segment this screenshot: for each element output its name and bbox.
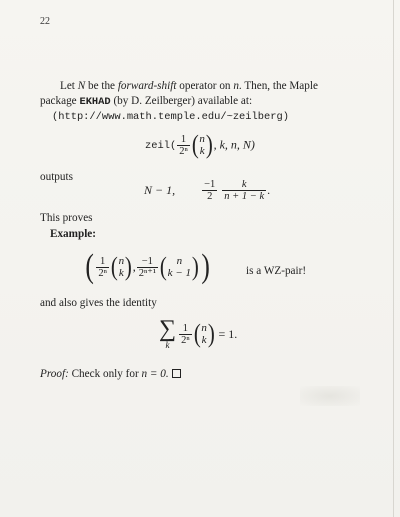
output-first: N − 1, <box>144 183 176 197</box>
intro-line-2 <box>40 94 252 110</box>
proof-label: Proof: <box>40 368 69 380</box>
fraction-1 <box>202 179 217 202</box>
numerator: −1 <box>137 256 158 268</box>
denominator: n + 1 − k <box>224 191 265 202</box>
right-paren: ) <box>205 130 213 159</box>
url-text: (http://www.math.temple.edu/~zeilberg) <box>52 111 289 123</box>
left-paren: ( <box>193 319 201 348</box>
denominator: 2ⁿ⁺¹ <box>138 267 156 279</box>
left-paren: ( <box>110 252 118 281</box>
fraction <box>179 323 192 346</box>
output-formula <box>144 179 270 202</box>
identity-rhs: = 1. <box>218 326 238 341</box>
wz-pair-note: is a WZ-pair! <box>246 265 307 277</box>
zeil-func: zeil( <box>145 139 177 152</box>
var-N: N <box>77 80 86 92</box>
binomial-1 <box>110 254 133 280</box>
right-paren: ) <box>191 252 199 281</box>
fraction-2 <box>137 256 158 279</box>
identity-formula <box>159 318 237 350</box>
denominator: 2ⁿ <box>179 145 188 157</box>
qed-box-icon <box>172 369 181 378</box>
var-n: n <box>233 80 239 92</box>
example-heading: Example: <box>50 228 96 240</box>
outputs-label: outputs <box>40 171 73 183</box>
big-right-paren: ) <box>201 248 210 285</box>
proves-label: This proves <box>40 212 93 224</box>
binomial-2 <box>159 254 200 280</box>
package-name: EKHAD <box>79 96 111 108</box>
binom-top: n <box>201 322 207 334</box>
text: operator on <box>176 80 234 92</box>
text: be the <box>85 80 118 92</box>
denominator: 2ⁿ <box>98 267 107 279</box>
text: . Then, the Maple <box>238 80 318 92</box>
zeil-args: , k, n, N) <box>213 137 255 152</box>
binom-top: n <box>118 255 125 267</box>
big-left-paren: ( <box>85 248 94 285</box>
sum-index: k <box>165 340 170 350</box>
text: package <box>40 95 80 107</box>
numerator: 1 <box>96 256 109 268</box>
binom-bottom: k − 1 <box>167 267 191 279</box>
binomial <box>191 132 214 158</box>
numerator: k <box>222 179 266 191</box>
proof-text: Check only for <box>68 368 142 380</box>
proof-line <box>40 367 181 382</box>
binom-bottom: k <box>199 145 205 157</box>
left-paren: ( <box>159 252 167 281</box>
right-paren: ) <box>207 319 215 348</box>
scan-smudge <box>300 386 360 406</box>
page-number: 22 <box>40 16 50 27</box>
binom-top: n <box>176 255 183 267</box>
intro-line-1 <box>60 79 318 94</box>
wz-pair-formula <box>84 250 211 284</box>
binom-bottom: k <box>201 334 207 346</box>
text: (by D. Zeilberger) available at: <box>110 95 253 107</box>
fraction <box>177 134 190 157</box>
numerator: 1 <box>179 323 192 335</box>
binom-top: n <box>199 133 205 145</box>
binomial <box>193 321 216 347</box>
page-edge <box>393 0 394 517</box>
text: Let <box>60 80 78 92</box>
identity-label: and also gives the identity <box>40 297 157 309</box>
binom-bottom: k <box>118 267 124 279</box>
left-paren: ( <box>191 130 199 159</box>
period: . <box>267 183 271 197</box>
fraction-2 <box>222 179 266 202</box>
summation <box>159 318 176 350</box>
denominator: 2 <box>207 191 213 202</box>
proof-equation: n = 0. <box>141 368 169 380</box>
denominator: 2ⁿ <box>181 334 190 346</box>
sigma-symbol: ∑ <box>159 316 177 342</box>
emphasis-forward-shift: forward-shift <box>117 80 177 92</box>
zeil-formula <box>145 132 255 158</box>
right-paren: ) <box>124 252 132 281</box>
fraction-1 <box>96 256 109 279</box>
numerator: 1 <box>177 134 190 146</box>
numerator: −1 <box>204 179 216 190</box>
comma: , <box>132 259 136 274</box>
